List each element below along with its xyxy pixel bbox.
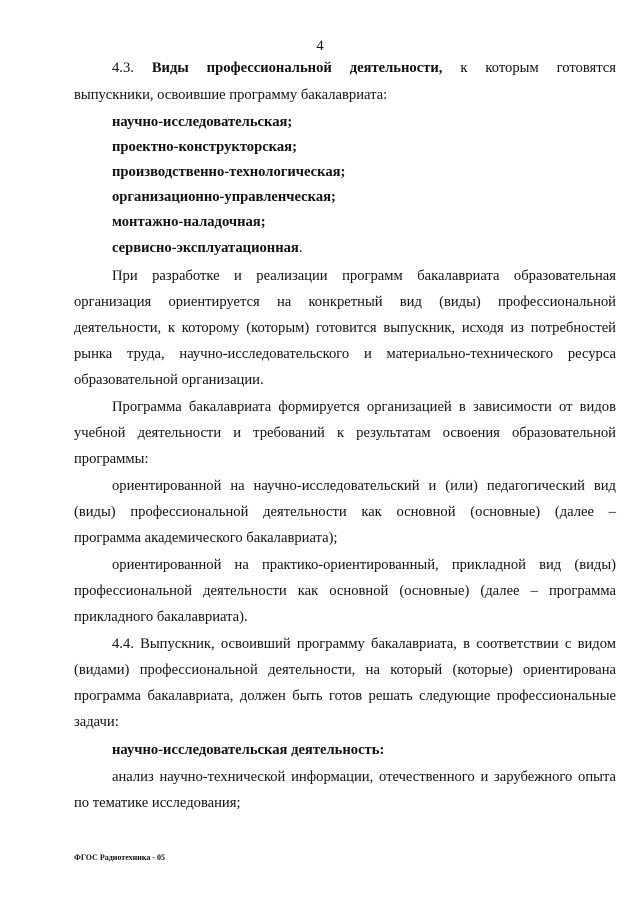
section-4-3-heading bbox=[112, 58, 616, 78]
activity-type-last bbox=[112, 238, 616, 258]
para3-line: программа академического бакалавриата); bbox=[74, 530, 338, 546]
para2-line: Программа бакалавриата формируется организацией в зависимости от видов bbox=[112, 399, 616, 415]
activity-type: сервисно-эксплуатационная bbox=[112, 240, 299, 256]
section-4-4-line: (видами) профессиональной деятельности, на который (которые) ориентирована bbox=[74, 662, 616, 678]
section-title-bold: Виды профессиональной деятельности, bbox=[151, 60, 443, 76]
para4-line: профессиональной деятельности как основной (основные) (далее – программа bbox=[74, 583, 616, 599]
para3-line: (виды) профессиональной деятельности как основной (основные) (далее – bbox=[74, 504, 616, 520]
para1-line: образовательной организации. bbox=[74, 372, 264, 388]
subheading-research: научно-исследовательская деятельность: bbox=[112, 742, 385, 758]
activity-type: монтажно-наладочная; bbox=[112, 214, 266, 230]
para2-line: программы: bbox=[74, 451, 149, 467]
activity-type: проектно-конструкторская; bbox=[112, 139, 297, 155]
section-4-3-line2: выпускники, освоившие программу бакалавриата: bbox=[74, 87, 388, 103]
section-title-rest: к которым готовятся bbox=[442, 60, 616, 76]
para1-line: организация ориентируется на конкретный вид (виды) профессиональной bbox=[74, 294, 616, 310]
page-number: 4 bbox=[316, 38, 324, 54]
para3-line: ориентированной на научно-исследовательский и (или) педагогический вид bbox=[112, 478, 616, 494]
section-number: 4.3. bbox=[112, 60, 152, 76]
para4-line: ориентированной на практико-ориентированный, прикладной вид (виды) bbox=[112, 557, 616, 573]
task-line: анализ научно-технической информации, отечественного и зарубежного опыта bbox=[112, 769, 616, 785]
para4-line: прикладного бакалавриата). bbox=[74, 609, 248, 625]
section-4-4-line: программа бакалавриата, должен быть готов решать следующие профессиональные bbox=[74, 688, 616, 704]
para1-line: деятельности, к которому (которым) готовится выпускник, исходя из потребностей bbox=[74, 320, 616, 336]
para1-line: При разработке и реализации программ бакалавриата образовательная bbox=[112, 268, 616, 284]
para2-line: учебной деятельности и требований к результатам освоения образовательной bbox=[74, 425, 616, 441]
footer-text: ФГОС Радиотехника - 05 bbox=[74, 853, 165, 862]
task-line: по тематике исследования; bbox=[74, 795, 241, 811]
section-4-4-line: задачи: bbox=[74, 714, 119, 730]
para1-line: рынка труда, научно-исследовательского и материально-технического ресурса bbox=[74, 346, 616, 362]
section-4-4-line: 4.4. Выпускник, освоивший программу бакалавриата, в соответствии с видом bbox=[112, 636, 616, 652]
activity-punct: . bbox=[298, 240, 303, 256]
activity-type: производственно-технологическая; bbox=[112, 164, 346, 180]
activity-type: научно-исследовательская; bbox=[112, 114, 293, 130]
activity-type: организационно-управленческая; bbox=[112, 189, 336, 205]
